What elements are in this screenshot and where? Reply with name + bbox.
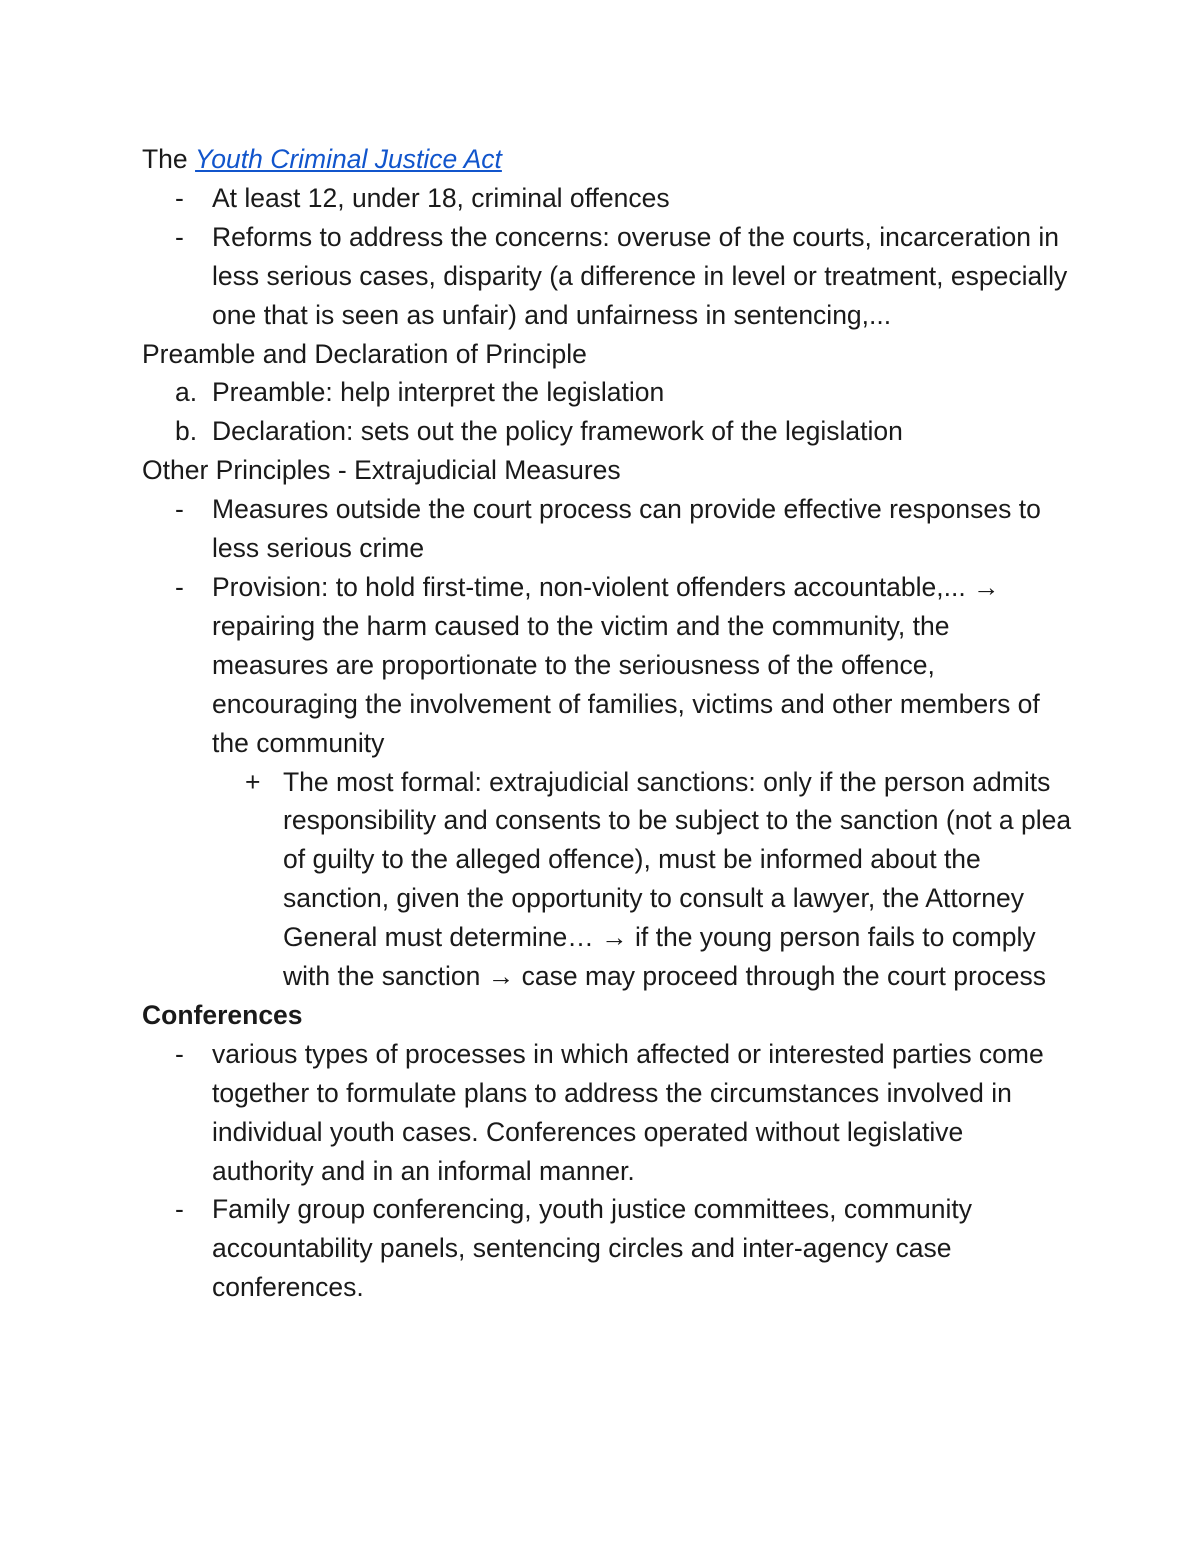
list-item — [142, 218, 1072, 335]
list-item — [142, 568, 1072, 763]
list-item-text: various types of processes in which affected or interested parties come together to formulate plans to address the circumstances involved in individual youth cases. Conferences operated without legislative authority and in an informal manner. — [212, 1038, 1044, 1186]
dash-marker: - — [175, 1038, 184, 1069]
list-item — [142, 373, 1072, 412]
list-item-text: Declaration: sets out the policy framework of the legislation — [212, 416, 903, 447]
sub-list-item-text: The most formal: extrajudicial sanctions: only if the person admits responsibility and consents to be subject to the sanction (not a plea of guilty to the alleged offence), must be informed about the sanction, given the opportunity to consult a lawyer, the Attorney General must determine… → if the young person fails to comply with the sanction → case may proceed through the court process — [283, 766, 1072, 992]
sub-list-item — [142, 763, 1072, 996]
document-page — [142, 140, 1072, 1307]
alpha-marker: a. — [175, 377, 198, 408]
section-heading-ycja — [142, 140, 1072, 179]
list-item — [142, 1035, 1072, 1191]
dash-marker: - — [175, 571, 184, 602]
alpha-marker: b. — [175, 416, 198, 447]
list-item-text: Provision: to hold first-time, non-violent offenders accountable,... → repairing the harm caused to the victim and the community, the measures are proportionate to the seriousness of the offence, encouraging the involvement of families, victims and other members of the community — [212, 571, 1040, 758]
section-heading-preamble: Preamble and Declaration of Principle — [142, 338, 587, 369]
section-heading-extrajudicial: Other Principles - Extrajudicial Measures — [142, 455, 621, 486]
ycja-link[interactable]: Youth Criminal Justice Act — [195, 144, 502, 174]
section-heading-conferences: Conferences — [142, 999, 303, 1030]
list-item — [142, 1190, 1072, 1307]
dash-marker: - — [175, 182, 184, 213]
list-item-text: At least 12, under 18, criminal offences — [212, 182, 670, 213]
heading-prefix: The — [142, 144, 188, 174]
list-item — [142, 412, 1072, 451]
dash-marker: - — [175, 1194, 184, 1225]
dash-marker: - — [175, 221, 184, 252]
list-item-text: Preamble: help interpret the legislation — [212, 377, 665, 408]
list-item-text: Measures outside the court process can provide effective responses to less serious crime — [212, 494, 1041, 564]
list-item — [142, 179, 1072, 218]
dash-marker: - — [175, 494, 184, 525]
list-item — [142, 490, 1072, 568]
plus-marker: + — [245, 766, 261, 797]
list-item-text: Reforms to address the concerns: overuse of the courts, incarceration in less serious cases, disparity (a difference in level or treatment, especially one that is seen as unfair) and unfairness in sentencing,... — [212, 221, 1068, 330]
list-item-text: Family group conferencing, youth justice committees, community accountability panels, sentencing circles and inter-agency case conferences. — [212, 1194, 972, 1303]
